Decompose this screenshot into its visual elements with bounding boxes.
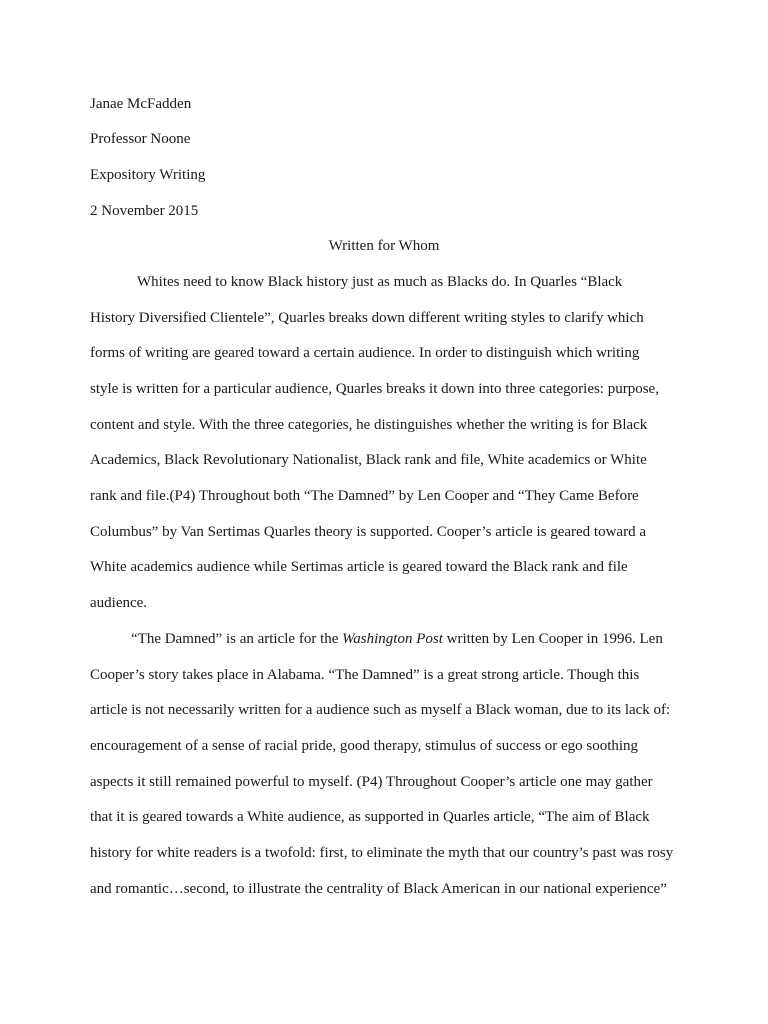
paragraph-line: audience. <box>90 595 148 611</box>
paragraph-line: Columbus” by Van Sertimas Quarles theory is supported. Cooper’s article is geared toward a <box>90 524 646 540</box>
date: 2 November 2015 <box>90 203 199 219</box>
paragraph-line: style is written for a particular audience, Quarles breaks it down into three categories: purpose, <box>90 381 659 397</box>
author-name: Janae McFadden <box>90 96 192 112</box>
paragraph-line: rank and file.(P4) Throughout both “The Damned” by Len Cooper and “They Came Before <box>90 488 639 504</box>
paragraph-line: article is not necessarily written for a audience such as myself a Black woman, due to its lack of: <box>90 702 671 718</box>
text-run: “The Damned” is an article for the <box>131 631 343 647</box>
paragraph-line: that it is geared towards a White audience, as supported in Quarles article, “The aim of Black <box>90 809 650 825</box>
text-run: written by Len Cooper in 1996. Len <box>442 631 663 647</box>
paragraph-line: aspects it still remained powerful to myself. (P4) Throughout Cooper’s article one may gather <box>90 774 653 790</box>
paragraph-line: encouragement of a sense of racial pride, good therapy, stimulus of success or ego soothing <box>90 738 639 754</box>
paragraph-line: Cooper’s story takes place in Alabama. “The Damned” is a great strong article. Though this <box>90 667 640 683</box>
course-name: Expository Writing <box>90 167 206 183</box>
paragraph-line <box>131 630 663 648</box>
paragraph-line: content and style. With the three categories, he distinguishes whether the writing is for Black <box>90 417 648 433</box>
paragraph-line: forms of writing are geared toward a certain audience. In order to distinguish which writing <box>90 345 640 361</box>
essay-title: Written for Whom <box>328 238 440 254</box>
publication-title: Washington Post <box>342 631 443 647</box>
paragraph-line: Academics, Black Revolutionary Nationalist, Black rank and file, White academics or White <box>90 452 647 468</box>
paragraph-line: History Diversified Clientele”, Quarles breaks down different writing styles to clarify which <box>90 310 644 326</box>
paragraph-line: history for white readers is a twofold: first, to eliminate the myth that our country’s past was rosy <box>90 845 674 861</box>
paragraph-line: and romantic…second, to illustrate the centrality of Black American in our national experience” <box>90 881 667 897</box>
professor-name: Professor Noone <box>90 131 191 147</box>
paragraph-line: White academics audience while Sertimas article is geared toward the Black rank and file <box>90 559 628 575</box>
paragraph-line: Whites need to know Black history just as much as Blacks do. In Quarles “Black <box>137 274 623 290</box>
